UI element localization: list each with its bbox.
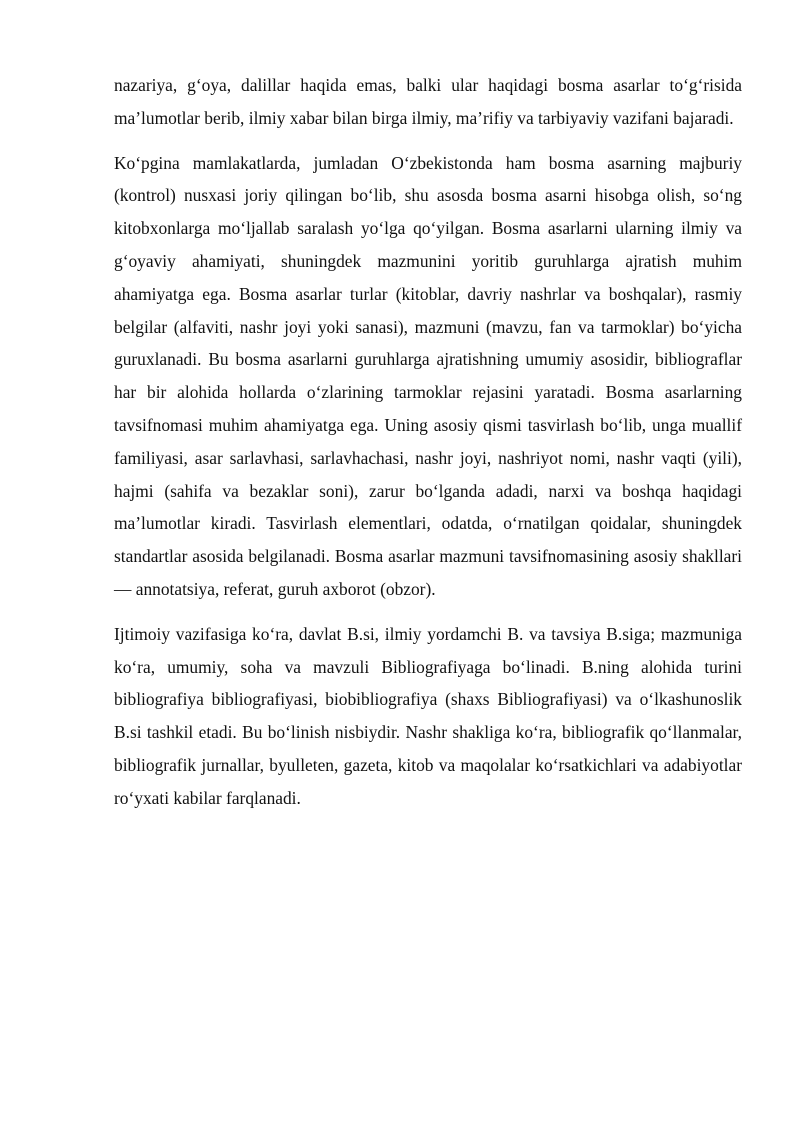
paragraph-printed-works-classification: Ko‘pgina mamlakatlarda, jumladan O‘zbekistonda ham bosma asarning majburiy (kontrol) nusxasi joriy qilingan bo‘lib, shu asosda bosma asarni hisobga olish, so‘ng kitobxonlarga mo‘ljallab saralash yo‘lga qo‘yilgan. Bosma asarlarni ularning ilmiy va g‘oyaviy ahamiyati, shuningdek mazmunini yoritib guruhlarga ajratish muhim ahamiyatga ega. Bosma asarlar turlar (kitoblar, davriy nashrlar va boshqalar), rasmiy belgilar (alfaviti, nashr joyi yoki sanasi), mazmuni (mavzu, fan va tarmoklar) bo‘yicha guruxlanadi. Bu bosma asarlarni guruhlarga ajratishning umumiy asosidir, bibliograflar har bir alohida hollarda o‘zlarining tarmoklar rejasini yaratadi. Bosma asarlarning tavsifnomasi muhim ahamiyatga ega. Uning asosiy qismi tasvirlash bo‘lib, unga muallif familiyasi, asar sarlavhasi, sarlavhachasi, nashr joyi, nashriyot nomi, nashr vaqti (yili), hajmi (sahifa va bezaklar soni), zarur bo‘lganda adadi, narxi va boshqa haqidagi ma’lumotlar kiradi. Tasvirlash elementlari, odatda, o‘rnatilgan qoidalar, shuningdek standartlar asosida belgilanadi. Bosma asarlar mazmuni tavsifnomasining asosiy shakllari — annotatsiya, referat, guruh axborot (obzor). (114, 152, 742, 599)
paragraph-bibliography-types: Ijtimoiy vazifasiga ko‘ra, davlat B.si, ilmiy yordamchi B. va tavsiya B.siga; mazmuniga ko‘ra, umumiy, soha va mavzuli Bibliografiyaga bo‘linadi. B.ning alohida turini bibliografiya bibliografiyasi, biobibliografiya (shaxs Bibliografiyasi) va o‘lkashunoslik B.si tashkil etadi. Bu bo‘linish nisbiydir. Nashr shakliga ko‘ra, bibliografik qo‘llanmalar, bibliografik jurnallar, byulleten, gazeta, kitob va maqolalar ko‘rsatkichlari va adabiyotlar ro‘yxati kabilar farqlanadi. (114, 623, 742, 808)
document-page (114, 69, 742, 827)
paragraph-continuation: nazariya, g‘oya, dalillar haqida emas, balki ular haqidagi bosma asarlar to‘g‘risida ma’lumotlar berib, ilmiy xabar bilan birga ilmiy, ma’rifiy va tarbiyaviy vazifani bajaradi. (114, 75, 742, 128)
